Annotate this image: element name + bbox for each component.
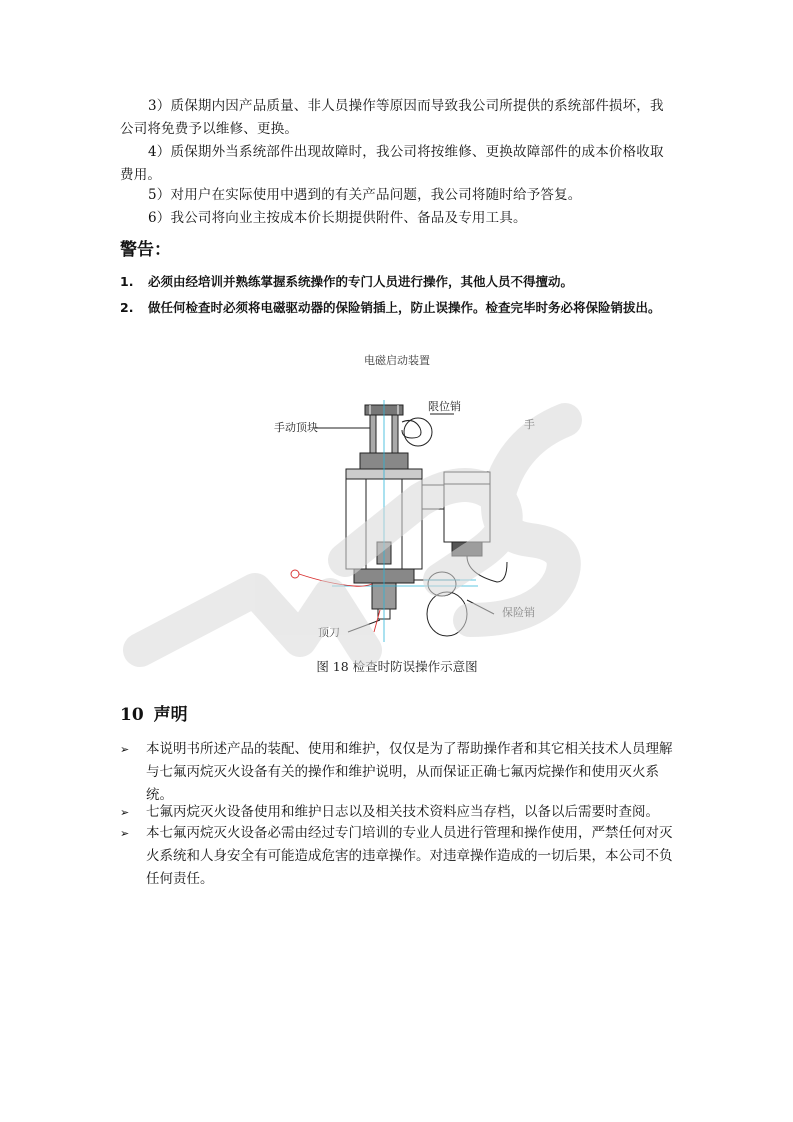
- label-hand: 手: [524, 418, 535, 431]
- connector-box: [444, 472, 490, 542]
- figure-title: 电磁启动装置: [364, 354, 430, 367]
- warning-item-text: 做任何检查时必须将电磁驱动器的保险销插上，防止误操作。检查完毕时务必将保险销拔出。: [148, 300, 661, 315]
- warning-item: [120, 296, 680, 320]
- solenoid-diagram: [262, 352, 535, 652]
- bullet-text: 本七氟丙烷灭火设备必需由经过专门培训的专业人员进行管理和操作使用，严禁任何对灭火系统和人身安全有可能造成危害的违章操作。对违章操作造成的一切后果，本公司不负任何责任。: [146, 825, 673, 887]
- paragraph-warranty-3: 3）质保期内因产品质量、非人员操作等原因而导致我公司所提供的系统部件损坏，我公司将免费予以维修、更换。: [120, 98, 664, 137]
- section-number: 10: [120, 705, 144, 725]
- warning-item-number: 2.: [120, 300, 134, 315]
- warning-item-number: 1.: [120, 274, 134, 289]
- bullet-arrow-icon: ➢: [120, 827, 130, 840]
- warning-item-text: 必须由经培训并熟练掌握系统操作的专门人员进行操作，其他人员不得擅动。: [148, 274, 574, 289]
- bullet-text: 七氟丙烷灭火设备使用和维护日志以及相关技术资料应当存档，以备以后需要时查阅。: [146, 804, 659, 820]
- section-heading: [120, 700, 188, 725]
- label-top-blade: 顶刀: [318, 626, 340, 639]
- paragraph-warranty-4: 4）质保期外当系统部件出现故障时，我公司将按维修、更换故障部件的成本价格收取费用。: [120, 144, 664, 183]
- bullet-arrow-icon: ➢: [120, 806, 130, 819]
- section-title: 声明: [153, 705, 188, 725]
- cable-gland: [452, 542, 482, 556]
- paragraph-warranty-6: 6）我公司将向业主按成本价长期提供附件、备品及专用工具。: [148, 210, 527, 226]
- paragraph-warranty-5: 5）对用户在实际使用中遇到的有关产品问题，我公司将随时给予答复。: [148, 187, 582, 203]
- figure-solenoid-device: [262, 352, 535, 670]
- list-item: [120, 738, 676, 807]
- list-item: [120, 801, 676, 824]
- list-item: [120, 822, 676, 891]
- bullet-arrow-icon: ➢: [120, 743, 130, 756]
- label-safety-pin: 保险销: [502, 606, 535, 619]
- label-limit-pin: 限位销: [428, 400, 461, 413]
- warning-item: [120, 270, 680, 294]
- label-manual-block: 手动顶块: [274, 421, 318, 434]
- bullet-text: 本说明书所述产品的装配、使用和维护，仅仅是为了帮助操作者和其它相关技术人员理解与七氟丙烷灭火设备有关的操作和维护说明，从而保证正确七氟丙烷操作和使用灭火系统。: [146, 741, 673, 803]
- cable: [467, 556, 507, 582]
- figure-caption: 图 18 检查时防误操作示意图: [316, 659, 478, 674]
- warning-title: 警告：: [120, 240, 171, 260]
